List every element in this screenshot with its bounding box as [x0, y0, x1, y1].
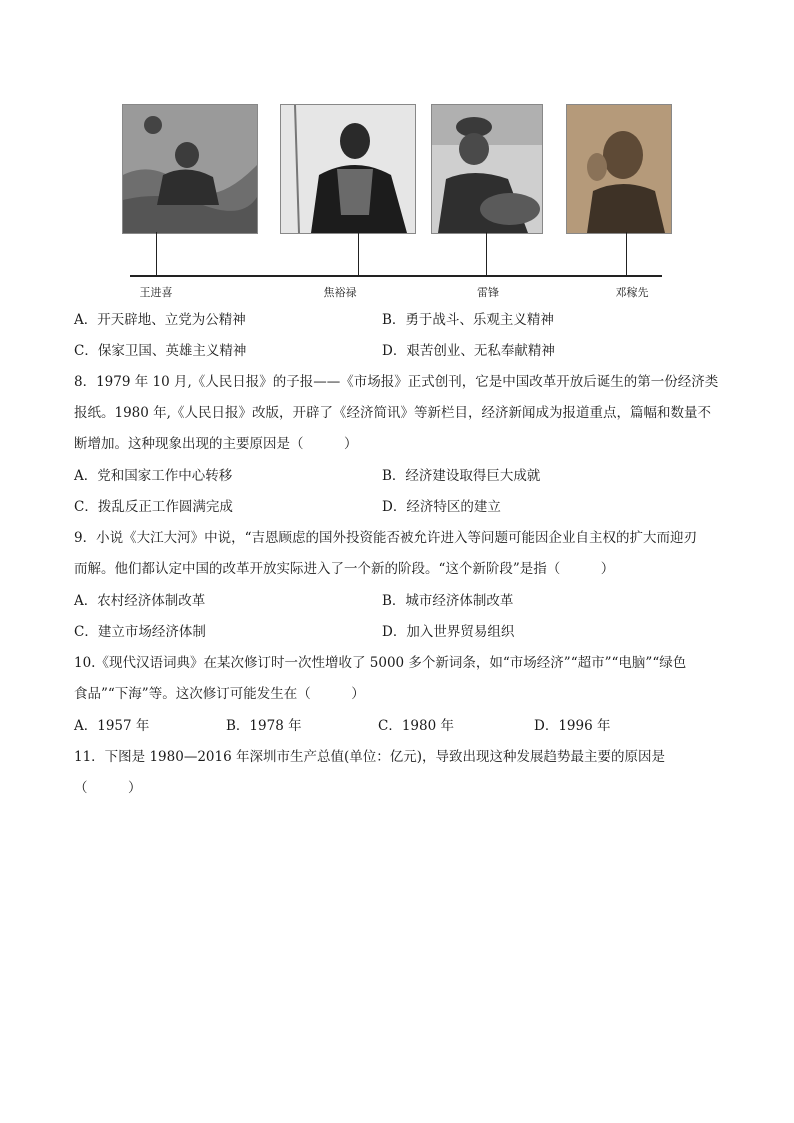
q8-stem-line-2: 报纸。1980 年,《人民日报》改版，开辟了《经济简讯》等新栏目，经济新闻成为报道重点，篇幅和数量不	[74, 405, 711, 421]
timeline-name-2: 焦裕禄	[323, 286, 357, 299]
timeline-name-4: 邓稼先	[615, 286, 649, 299]
timeline-tick-2	[358, 232, 359, 276]
q10-stem-line-2: 食品”“下海”等。这次修订可能发生在（ ）	[74, 686, 365, 702]
q10-option-d: D．1996 年	[534, 718, 611, 734]
q9-option-a: A．农村经济体制改革	[74, 593, 206, 609]
q11-stem-line-1: 11．下图是 1980—2016 年深圳市生产总值(单位：亿元)，导致出现这种发展趋势最主要的原因是	[74, 749, 666, 765]
timeline-tick-4	[626, 232, 627, 276]
timeline-tick-1	[156, 232, 157, 276]
q9-option-b: B．城市经济体制改革	[382, 593, 514, 609]
photo-wang-jinxi-image	[123, 105, 257, 233]
q9-option-d: D．加入世界贸易组织	[382, 624, 515, 640]
photo-jiao-yulu-image	[281, 105, 415, 233]
q9-stem-line-2: 而解。他们都认定中国的改革开放实际进入了一个新的阶段。“这个新阶段”是指（ ）	[74, 561, 615, 577]
q7-option-c: C．保家卫国、英雄主义精神	[74, 343, 247, 359]
q8-option-d: D．经济特区的建立	[382, 499, 501, 515]
q8-option-b: B．经济建设取得巨大成就	[382, 468, 541, 484]
q10-option-b: B．1978 年	[226, 718, 302, 734]
q7-option-b: B．勇于战斗、乐观主义精神	[382, 312, 554, 328]
q7-option-d: D．艰苦创业、无私奉献精神	[382, 343, 555, 359]
q7-option-a: A．开天辟地、立党为公精神	[74, 312, 246, 328]
q8-stem-line-3: 断增加。这种现象出现的主要原因是（ ）	[74, 436, 358, 452]
photo-deng-jiaxian-image	[567, 105, 671, 233]
photo-lei-feng-image	[432, 105, 542, 233]
timeline-figure	[118, 100, 678, 300]
q9-option-c: C．建立市场经济体制	[74, 624, 206, 640]
q8-option-c: C．拨乱反正工作圆满完成	[74, 499, 233, 515]
q10-stem-line-1: 10.《现代汉语词典》在某次修订时一次性增收了 5000 多个新词条，如“市场经济”“超市”“电脑”“绿色	[74, 655, 687, 671]
q9-stem-line-1: 9．小说《大江大河》中说，“吉恩顾虑的国外投资能否被允许进入等问题可能因企业自主权的扩大而迎刃	[74, 530, 697, 546]
photo-deng-jiaxian	[566, 104, 672, 234]
q10-option-a: A．1957 年	[74, 718, 150, 734]
q11-stem-line-2: （ ）	[74, 780, 142, 796]
q8-option-a: A．党和国家工作中心转移	[74, 468, 233, 484]
photo-wang-jinxi	[122, 104, 258, 234]
timeline-name-3: 雷锋	[477, 286, 499, 299]
photo-lei-feng	[431, 104, 543, 234]
photo-jiao-yulu	[280, 104, 416, 234]
q10-option-c: C．1980 年	[378, 718, 454, 734]
timeline-tick-3	[486, 232, 487, 276]
q8-stem-line-1: 8．1979 年 10 月,《人民日报》的子报——《市场报》正式创刊，它是中国改革开放后诞生的第一份经济类	[74, 374, 719, 390]
timeline-name-1: 王进喜	[139, 286, 173, 299]
timeline-axis	[130, 275, 662, 277]
